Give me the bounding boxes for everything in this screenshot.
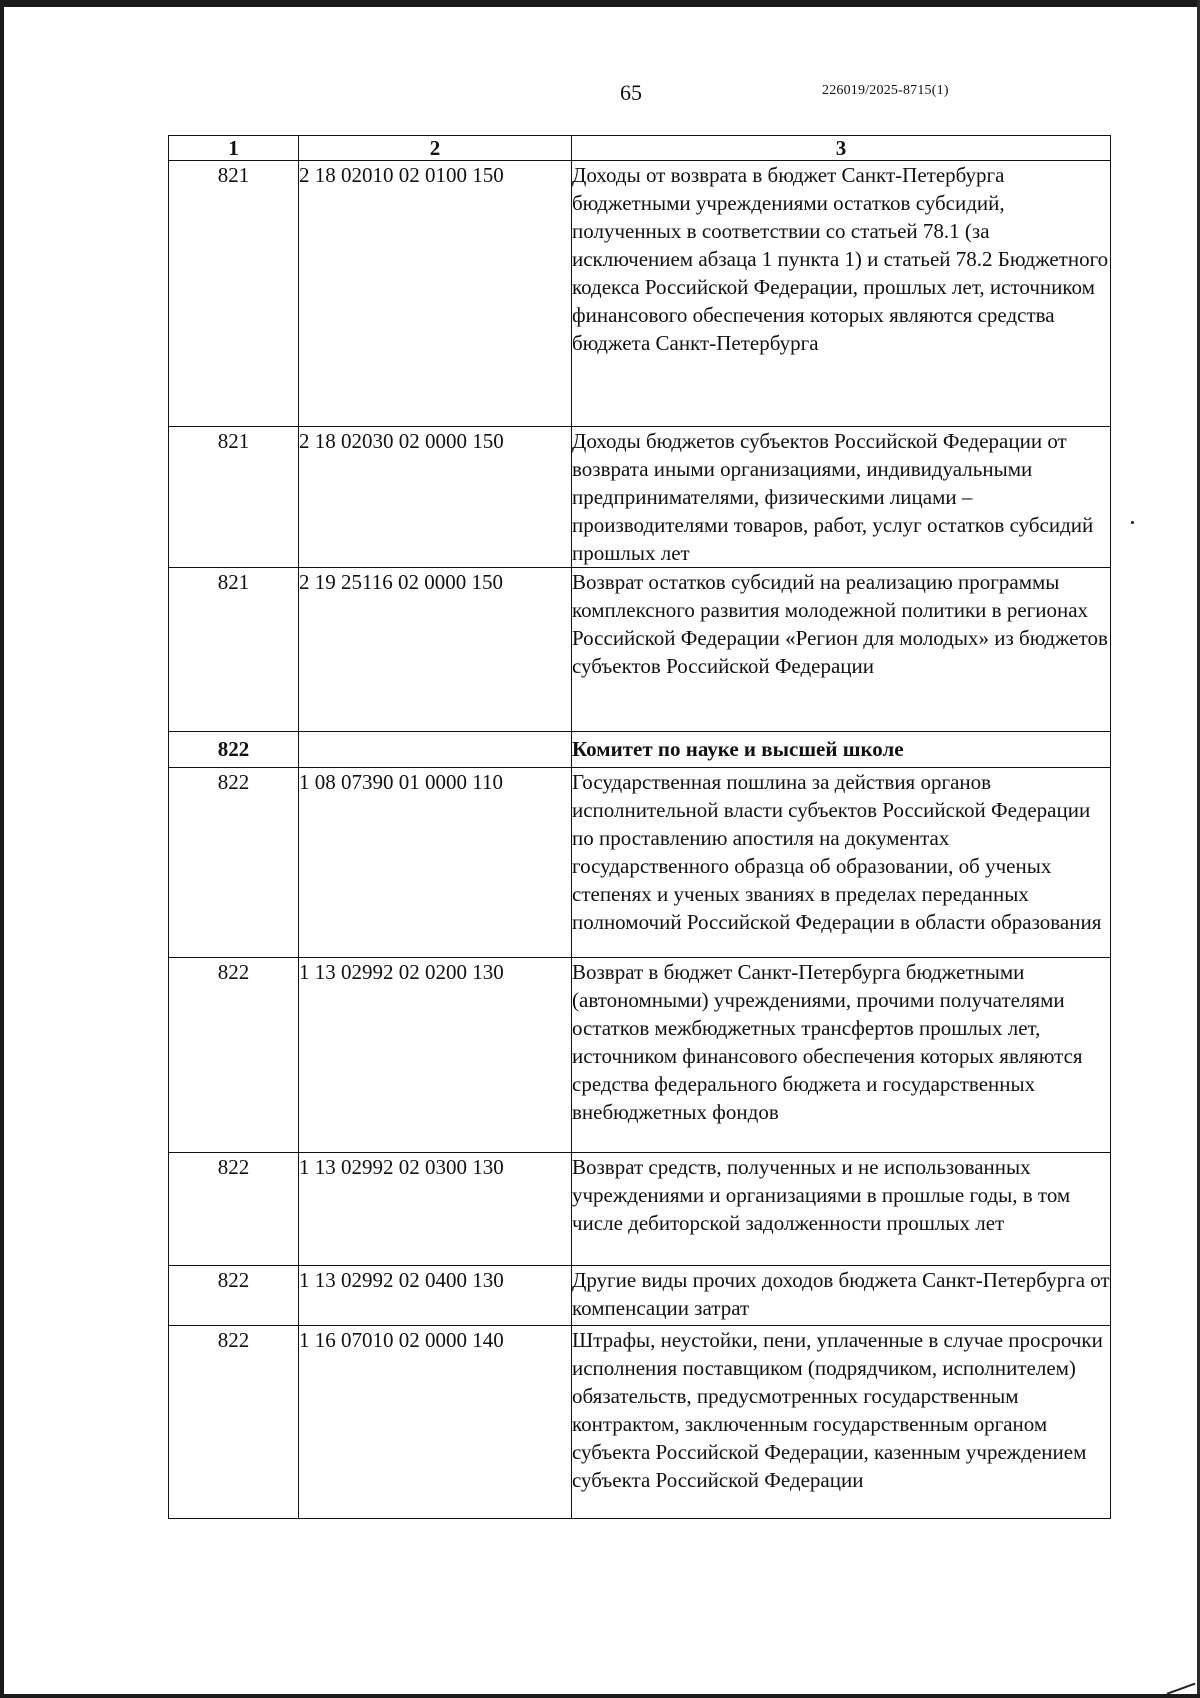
admin-code-cell: 821: [169, 427, 299, 568]
revenue-code-cell: 1 13 02992 02 0300 130: [299, 1153, 572, 1266]
revenue-name-cell: Возврат в бюджет Санкт-Петербурга бюджетными (автономными) учреждениями, прочими получателями остатков межбюджетных трансфертов прошлых лет, источником финансового обеспечения которых являются средства федерального бюджета и государственных внебюджетных фондов: [572, 958, 1111, 1153]
section-title-cell: Комитет по науке и высшей школе: [572, 732, 1111, 768]
budget-codes-table: [168, 135, 1111, 1519]
scan-border-left: [0, 0, 4, 1698]
revenue-name-cell: Доходы бюджетов субъектов Российской Федерации от возврата иными организациями, индивидуальными предпринимателями, физическими лицами – производителями товаров, работ, услуг остатков субсидий прошлых лет: [572, 427, 1111, 568]
table-row: [169, 427, 1111, 568]
revenue-code-cell: 1 16 07010 02 0000 140: [299, 1326, 572, 1519]
table-header-row: [169, 136, 1111, 161]
admin-code-cell: 822: [169, 1266, 299, 1326]
revenue-code-cell: 2 19 25116 02 0000 150: [299, 568, 572, 732]
revenue-name-cell: Возврат остатков субсидий на реализацию программы комплексного развития молодежной политики в регионах Российской Федерации «Регион для молодых» из бюджетов субъектов Российской Федерации: [572, 568, 1111, 732]
table-row: [169, 1153, 1111, 1266]
section-header-row: [169, 732, 1111, 768]
column-header-3: 3: [572, 136, 1111, 161]
revenue-code-cell: 2 18 02030 02 0000 150: [299, 427, 572, 568]
scan-border-bottom: [0, 1694, 1200, 1698]
corner-scan-mark: [1163, 1671, 1196, 1694]
scan-speck: [1131, 521, 1134, 524]
admin-code-cell: 821: [169, 568, 299, 732]
revenue-code-cell: 2 18 02010 02 0100 150: [299, 161, 572, 427]
table-row: [169, 768, 1111, 958]
admin-code-cell: 822: [169, 1153, 299, 1266]
table-row: [169, 1266, 1111, 1326]
revenue-name-cell: Другие виды прочих доходов бюджета Санкт-Петербурга от компенсации затрат: [572, 1266, 1111, 1326]
table-row: [169, 568, 1111, 732]
revenue-name-cell: Доходы от возврата в бюджет Санкт-Петербурга бюджетными учреждениями остатков субсидий, полученных в соответствии со статьей 78.1 (за исключением абзаца 1 пункта 1) и статьей 78.2 Бюджетного кодекса Российской Федерации, прошлых лет, источником финансового обеспечения которых являются средства бюджета Санкт-Петербурга: [572, 161, 1111, 427]
revenue-code-cell: 1 13 02992 02 0400 130: [299, 1266, 572, 1326]
revenue-name-cell: Штрафы, неустойки, пени, уплаченные в случае просрочки исполнения поставщиком (подрядчиком, исполнителем) обязательств, предусмотренных государственным контрактом, заключенным государственным органом субъекта Российской Федерации, казенным учреждением субъекта Российской Федерации: [572, 1326, 1111, 1519]
table-row: [169, 958, 1111, 1153]
admin-code-cell: 822: [169, 768, 299, 958]
column-header-2: 2: [299, 136, 572, 161]
page-number: 65: [620, 80, 642, 105]
scan-border-top: [0, 0, 1200, 7]
table-row: [169, 161, 1111, 427]
revenue-code-cell: 1 08 07390 01 0000 110: [299, 768, 572, 958]
admin-code-cell: 821: [169, 161, 299, 427]
revenue-code-cell: 1 13 02992 02 0200 130: [299, 958, 572, 1153]
admin-code-cell: 822: [169, 732, 299, 768]
column-header-1: 1: [169, 136, 299, 161]
document-id: 226019/2025-8715(1): [822, 83, 949, 98]
table-row: [169, 1326, 1111, 1519]
revenue-name-cell: Возврат средств, полученных и не использованных учреждениями и организациями в прошлые годы, в том числе дебиторской задолженности прошлых лет: [572, 1153, 1111, 1266]
revenue-code-cell: [299, 732, 572, 768]
revenue-name-cell: Государственная пошлина за действия органов исполнительной власти субъектов Российской Федерации по проставлению апостиля на документах государственного образца об образовании, об ученых степенях и ученых званиях в пределах переданных полномочий Российской Федерации в области образования: [572, 768, 1111, 958]
admin-code-cell: 822: [169, 958, 299, 1153]
admin-code-cell: 822: [169, 1326, 299, 1519]
